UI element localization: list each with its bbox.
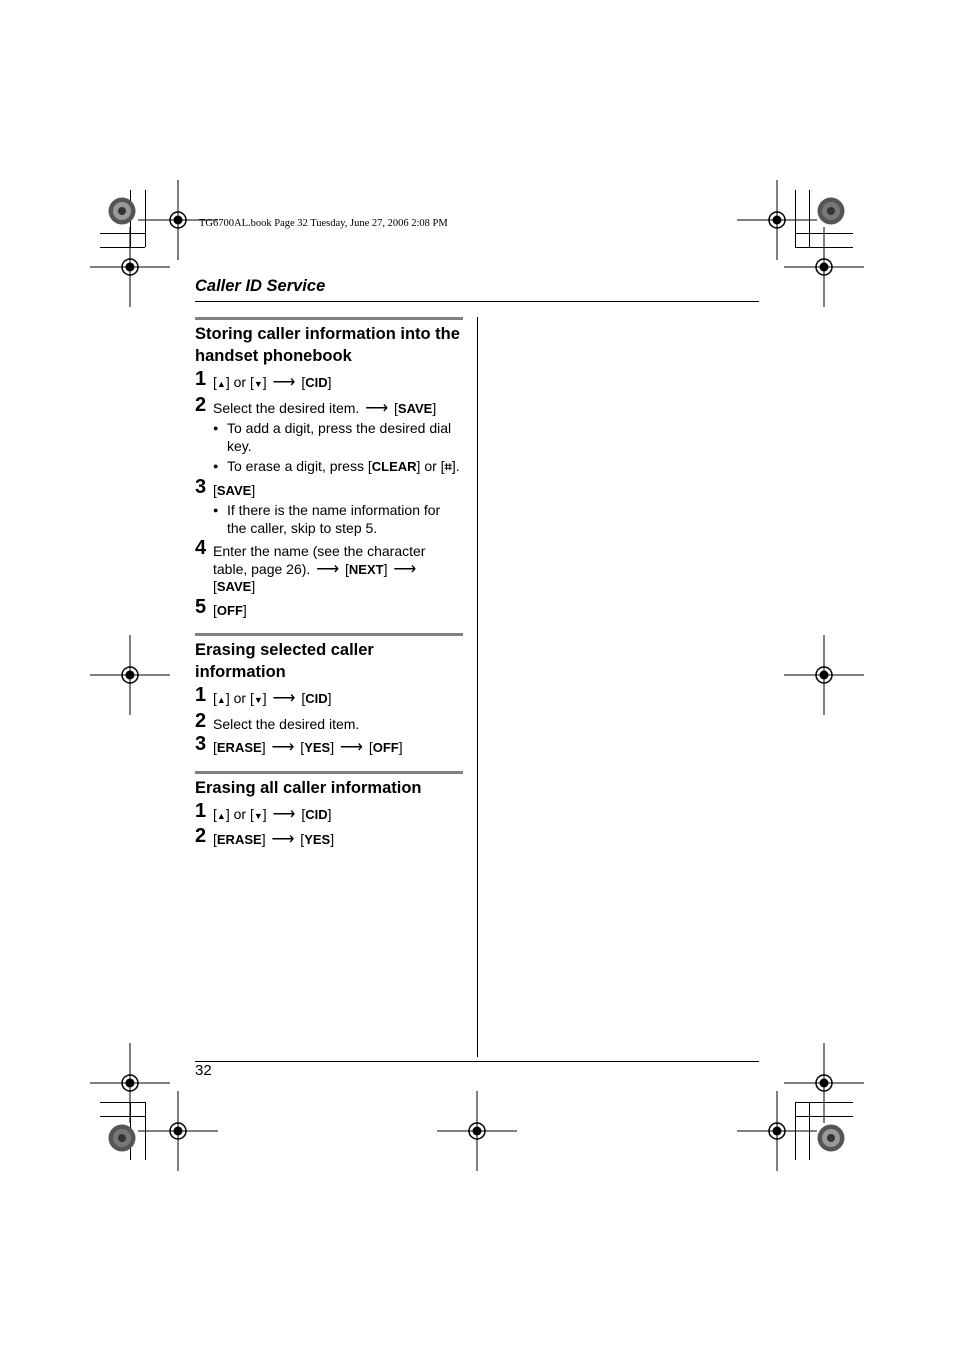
arrow-icon: ⟶ bbox=[272, 374, 296, 391]
step-number: 3 bbox=[195, 733, 207, 755]
key-off: [OFF] bbox=[213, 601, 247, 618]
registration-mark-icon bbox=[784, 227, 864, 307]
section-title: Erasing selected caller information bbox=[195, 641, 374, 681]
key-down: [▼] bbox=[249, 374, 267, 390]
section-title: Erasing all caller information bbox=[195, 778, 422, 797]
print-info: TG6700AL.book Page 32 Tuesday, June 27, 2006 2:08 PM bbox=[199, 218, 448, 229]
column-divider bbox=[477, 317, 478, 1057]
page-header-title: Caller ID Service bbox=[195, 277, 326, 295]
section-erasing-selected bbox=[195, 633, 463, 757]
key-next: [NEXT] bbox=[345, 560, 388, 577]
key-clear: [CLEAR] bbox=[367, 458, 421, 474]
key-up: [▲] bbox=[213, 690, 230, 706]
starburst-mark-icon bbox=[816, 1123, 846, 1153]
arrow-icon: ⟶ bbox=[272, 805, 296, 823]
section-storing bbox=[195, 317, 463, 619]
arrow-icon: ⟶ bbox=[339, 739, 363, 756]
starburst-mark-icon bbox=[816, 196, 846, 226]
step-text: Enter the name (see the character table, page 26). bbox=[213, 543, 426, 577]
key-up: [▲] bbox=[213, 805, 230, 822]
section-title: Storing caller information into the handset phonebook bbox=[195, 325, 460, 365]
arrow-icon: ⟶ bbox=[365, 399, 389, 417]
step bbox=[195, 393, 463, 476]
arrow-icon: ⟶ bbox=[393, 560, 417, 578]
key-save: [SAVE] bbox=[213, 578, 256, 594]
key-cid: [CID] bbox=[301, 805, 332, 822]
arrow-icon: ⟶ bbox=[272, 690, 296, 707]
step-number: 1 bbox=[195, 368, 207, 390]
step bbox=[195, 709, 463, 734]
key-down: [▼] bbox=[249, 690, 267, 706]
arrow-icon: ⟶ bbox=[271, 739, 295, 756]
starburst-mark-icon bbox=[107, 196, 137, 226]
key-save: [SAVE] bbox=[213, 481, 256, 498]
key-up: [▲] bbox=[213, 374, 230, 390]
step-number: 2 bbox=[195, 393, 207, 416]
key-cid: [CID] bbox=[301, 690, 332, 706]
step bbox=[195, 537, 463, 596]
header-rule bbox=[195, 301, 759, 302]
step: 1 [▲] or [▼] ⟶ [CID] bbox=[195, 799, 332, 823]
key-yes: [YES] bbox=[300, 739, 335, 755]
bullet-item: ● To add a digit, press the desired dial key. bbox=[213, 420, 463, 455]
left-column bbox=[195, 317, 463, 855]
key-off: [OFF] bbox=[368, 739, 403, 755]
step-number: 3 bbox=[195, 475, 207, 498]
step-text: Select the desired item. bbox=[213, 715, 360, 732]
key-erase: [ERASE] bbox=[213, 739, 266, 755]
key-save: [SAVE] bbox=[394, 399, 437, 416]
step bbox=[195, 825, 463, 849]
step bbox=[195, 595, 463, 620]
registration-mark-icon bbox=[90, 227, 170, 307]
key-yes: [YES] bbox=[300, 831, 335, 847]
step-number: 1 bbox=[195, 799, 207, 822]
step-number: 2 bbox=[195, 825, 207, 847]
step: 1 [▲] or [▼] ⟶ [CID] bbox=[195, 368, 332, 391]
registration-mark-icon bbox=[437, 1091, 517, 1171]
starburst-mark-icon bbox=[107, 1123, 137, 1153]
step-number: 2 bbox=[195, 709, 207, 732]
bullet-item: ● To erase a digit, press [CLEAR] or [⌗]. bbox=[213, 458, 463, 476]
step bbox=[195, 733, 463, 757]
key-hash: [⌗] bbox=[440, 458, 456, 474]
step-text: Select the desired item. bbox=[213, 399, 360, 416]
key-cid: [CID] bbox=[301, 374, 332, 390]
step bbox=[195, 475, 463, 538]
registration-mark-icon bbox=[90, 635, 170, 715]
registration-mark-icon bbox=[784, 635, 864, 715]
bullet-item: ● If there is the name information for the caller, skip to step 5. bbox=[213, 502, 463, 537]
key-down: [▼] bbox=[249, 805, 267, 822]
step-number: 5 bbox=[195, 595, 207, 618]
arrow-icon: ⟶ bbox=[271, 831, 295, 848]
step-number: 1 bbox=[195, 684, 207, 706]
key-erase: [ERASE] bbox=[213, 831, 266, 847]
registration-mark-icon bbox=[737, 1091, 817, 1171]
step: 1 [▲] or [▼] ⟶ [CID] bbox=[195, 684, 332, 707]
registration-mark-icon bbox=[138, 1091, 218, 1171]
section-erasing-all bbox=[195, 771, 463, 849]
page-number: 32 bbox=[195, 1062, 212, 1079]
footer-rule bbox=[195, 1061, 759, 1062]
arrow-icon: ⟶ bbox=[316, 560, 340, 578]
step-number: 4 bbox=[195, 537, 207, 559]
